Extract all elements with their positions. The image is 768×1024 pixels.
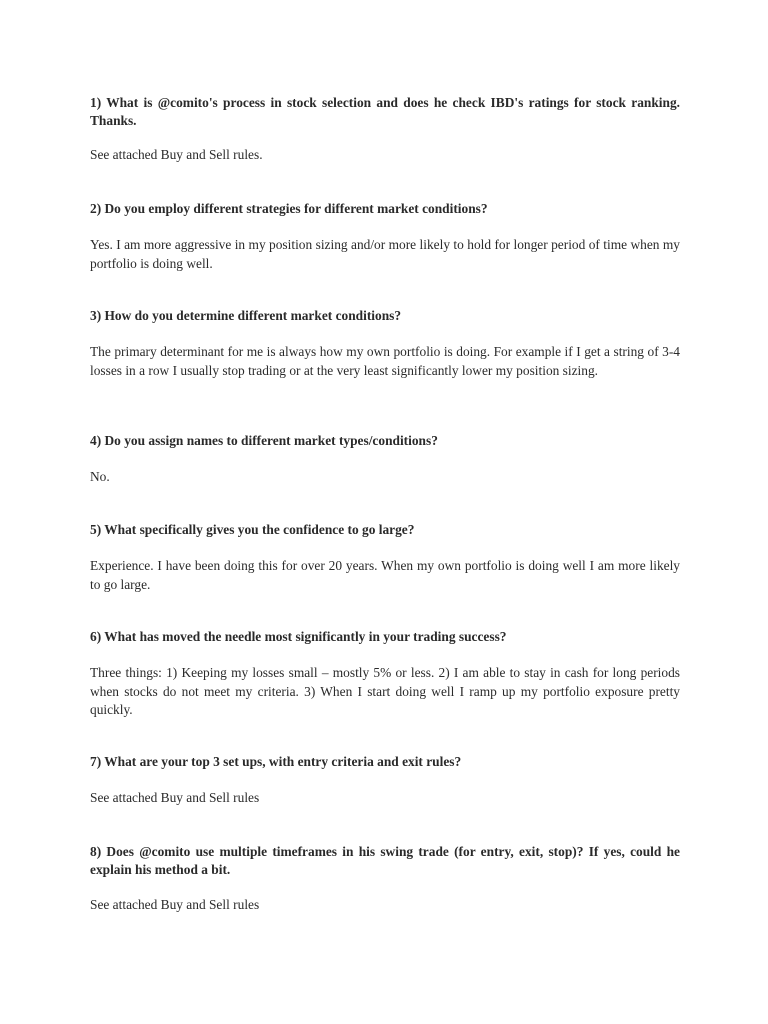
answer-6: Three things: 1) Keeping my losses small – mostly 5% or less. 2) I am able to stay in cash for long periods when stocks do not meet my criteria. 3) When I start doing well I ramp up my portfolio exposure pretty quickly. [90, 665, 680, 717]
answer-2: Yes. I am more aggressive in my position sizing and/or more likely to hold for longer period of time when my portfolio is doing well. [90, 237, 680, 271]
question-5: 5) What specifically gives you the confidence to go large? [90, 522, 415, 537]
qa-item-6 [90, 628, 680, 717]
question-8: 8) Does @comito use multiple timeframes in his swing trade (for entry, exit, stop)? If yes, could he explain his method a bit. [90, 844, 680, 877]
answer-5: Experience. I have been doing this for over 20 years. When my own portfolio is doing well I am more likely to go large. [90, 558, 680, 592]
question-2: 2) Do you employ different strategies for different market conditions? [90, 201, 488, 216]
qa-item-2 [90, 200, 680, 271]
question-6: 6) What has moved the needle most significantly in your trading success? [90, 629, 507, 644]
answer-1: See attached Buy and Sell rules. [90, 147, 263, 162]
qa-item-3 [90, 307, 680, 378]
qa-item-1 [90, 94, 680, 162]
question-7: 7) What are your top 3 set ups, with entry criteria and exit rules? [90, 754, 462, 769]
question-3: 3) How do you determine different market conditions? [90, 308, 402, 323]
question-4: 4) Do you assign names to different market types/conditions? [90, 433, 438, 448]
qa-item-7 [90, 753, 680, 805]
answer-4: No. [90, 469, 110, 484]
answer-3: The primary determinant for me is always how my own portfolio is doing. For example if I get a string of 3-4 losses in a row I usually stop trading or at the very least significantly lower my position sizing. [90, 344, 680, 378]
qa-item-4 [90, 432, 680, 484]
qa-item-8 [90, 843, 680, 912]
question-1: 1) What is @comito's process in stock selection and does he check IBD's ratings for stock ranking. Thanks. [90, 95, 680, 128]
answer-8: See attached Buy and Sell rules [90, 897, 260, 912]
qa-item-5 [90, 521, 680, 592]
answer-7: See attached Buy and Sell rules [90, 790, 260, 805]
